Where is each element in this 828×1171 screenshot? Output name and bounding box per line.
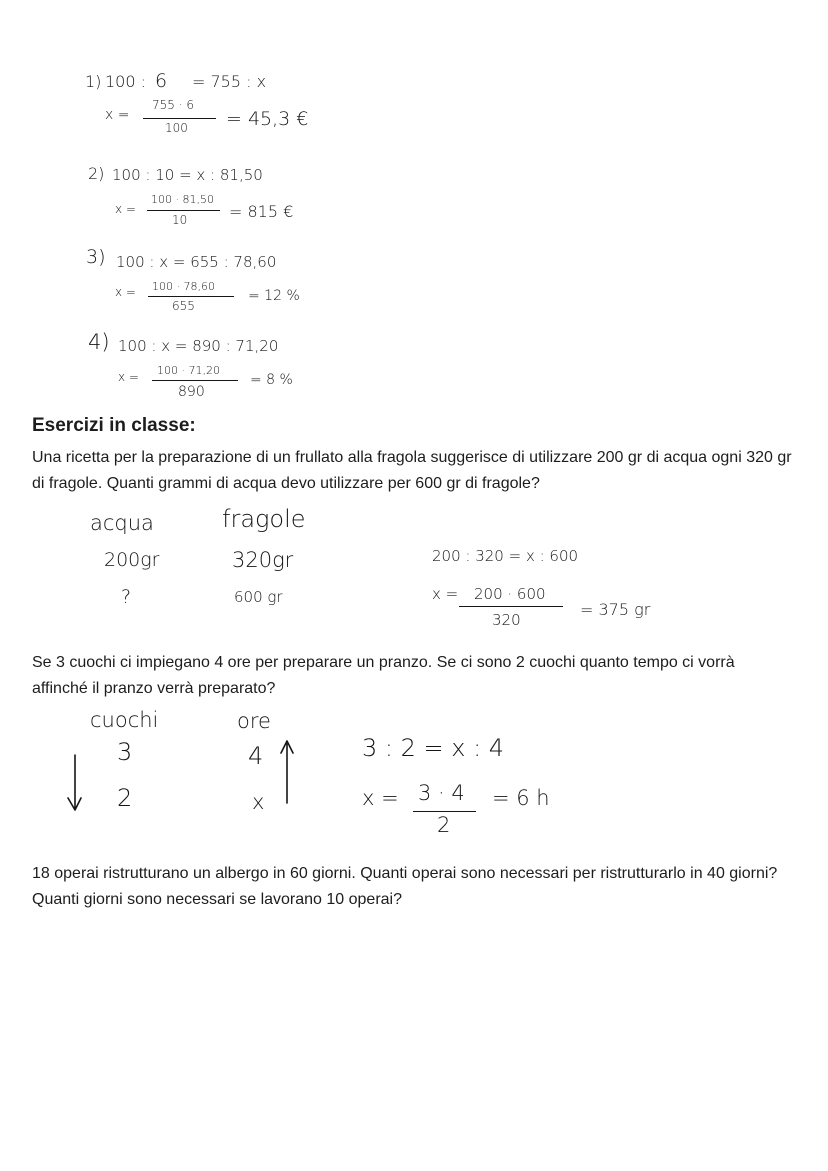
exercise-1-denominator: 320 (492, 611, 521, 629)
solution-4-proportion: 100 : x = 890 : 71,20 (118, 337, 279, 355)
solution-3-numerator: 100 · 78,60 (152, 280, 215, 293)
solution-4-result: = 8 % (250, 372, 293, 388)
arrow-up-icon (281, 741, 293, 803)
exercise-1-text: Una ricetta per la preparazione di un frullato alla fragola suggerisce di utilizzare 200 gr di acqua ogni 320 gr di fragole. Quanti grammi di acqua devo utilizzare per 600 gr di fragole? (32, 449, 792, 492)
solution-1-x-label: x = (105, 107, 130, 123)
solution-1-result: = 45,3 € (226, 108, 309, 130)
solution-1-numerator: 755 · 6 (152, 98, 194, 112)
exercise-1-result: = 375 gr (580, 600, 651, 619)
section-title: Esercizi in classe: (32, 415, 196, 436)
exercise-2-proportion: 3 : 2 = x : 4 (362, 734, 505, 762)
exercise-2-numerator: 3 · 4 (418, 781, 465, 805)
exercise-2-col1-header: cuochi (90, 708, 159, 732)
arrow-down-icon (68, 755, 81, 810)
solution-4-denominator: 890 (178, 384, 205, 400)
solution-1-proportion-right: = 755 : x (192, 72, 267, 91)
solution-1-number: 1) (85, 72, 102, 91)
solution-4-number: 4) (88, 330, 110, 354)
solution-2-result: = 815 € (229, 202, 294, 221)
solution-3-denominator: 655 (172, 299, 195, 313)
exercise-1-col1-val2: ? (121, 586, 132, 608)
solution-1-proportion-mid: 6 (155, 70, 168, 92)
exercise-1-col2-val2: 600 gr (234, 588, 283, 606)
exercise-2-col1-val1: 3 (117, 738, 133, 766)
solution-3-number: 3) (86, 246, 106, 268)
exercise-1-col1-val1: 200gr (104, 549, 160, 571)
solution-1-proportion-left: 100 : (105, 72, 147, 91)
exercise-1-col1-header: acqua (90, 511, 154, 535)
solution-3-x-label: x = (115, 285, 136, 299)
solution-2-denominator: 10 (172, 213, 188, 227)
solution-2-numerator: 100 · 81,50 (151, 193, 214, 206)
exercise-2-col1-val2: 2 (117, 784, 133, 812)
solution-4-x-label: x = (118, 370, 139, 384)
exercise-2-col2-header: ore (237, 709, 271, 733)
exercise-1-numerator: 200 · 600 (474, 585, 546, 603)
solution-2-proportion: 100 : 10 = x : 81,50 (112, 166, 263, 184)
solution-2-x-label: x = (115, 202, 136, 216)
exercise-2-text: Se 3 cuochi ci impiegano 4 ore per preparare un pranzo. Se ci sono 2 cuochi quanto tempo ci vorrà affinché il pranzo verrà preparato? (32, 654, 735, 697)
exercise-3-text: 18 operai ristrutturano un albergo in 60 giorni. Quanti operai sono necessari per ristrutturarlo in 40 giorni? Quanti giorni sono necessari se lavorano 10 operai? (32, 865, 778, 908)
exercise-1-col2-val1: 320gr (232, 548, 294, 572)
exercise-1-x-label: x = (432, 585, 459, 603)
solution-3-proportion: 100 : x = 655 : 78,60 (116, 253, 277, 271)
exercise-1-col2-header: fragole (222, 505, 306, 533)
solution-4-numerator: 100 · 71,20 (157, 364, 220, 377)
solution-2-number: 2) (88, 164, 105, 183)
exercise-2-fraction-bar (413, 811, 476, 812)
exercise-2-denominator: 2 (437, 813, 451, 837)
exercise-2-col2-val1: 4 (248, 742, 264, 770)
exercise-2-col2-val2: x (252, 790, 265, 814)
exercise-1-proportion: 200 : 320 = x : 600 (432, 547, 579, 565)
exercise-2-result: = 6 h (492, 786, 550, 810)
solution-1-denominator: 100 (165, 121, 188, 135)
exercise-2-x-label: x = (362, 786, 399, 810)
solution-3-result: = 12 % (248, 288, 300, 304)
